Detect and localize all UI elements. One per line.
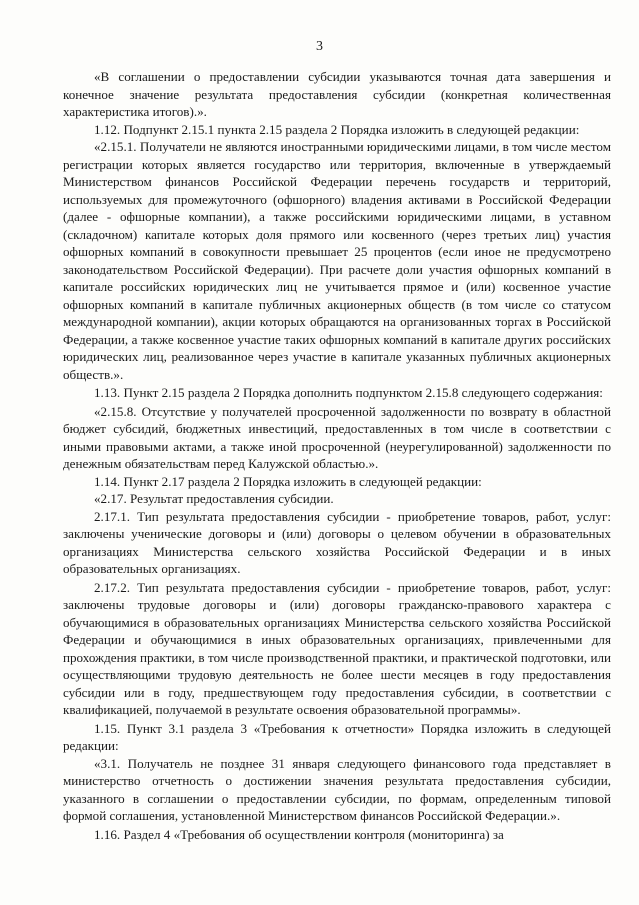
paragraph-3-1: «3.1. Получатель не позднее 31 января следующего финансового года представляет в министерство отчетность о достижении значения результата предоставления субсидии, указанного в соглашении о предоставлении субсидии, по формам, определенным типовой формой соглашения, установленной Министерством финансов Российской Федерации.». xyxy=(63,755,611,823)
paragraph-2-17-2: 2.17.2. Тип результата предоставления субсидии - приобретение товаров, работ, услуг: заключены трудовые договоры и (или) договоры гражданско-правового характера с обучающимися в образовательных организациях Министерства сельского хозяйства Российской Федерации и обучающимися в иных образовательных организациях, привлеченными для прохождения практики, в том числе производственной практики, и практической подготовки, или осуществляющими трудовую деятельность не более шести месяцев в году предоставления субсидии или в году, предшествующем году предоставления субсидии, в соответствии с квалификацией, получаемой в результате освоения образовательной программы». xyxy=(63,579,611,717)
paragraph-quote-agreement: «В соглашении о предоставлении субсидии указываются точная дата завершения и конечное значение результата предоставления субсидии (конкретная количественная характеристика итогов).». xyxy=(63,69,611,119)
paragraph-2-15-8: «2.15.8. Отсутствие у получателей просроченной задолженности по возврату в областной бюджет субсидий, бюджетных инвестиций, предоставленных в том числе в соответствии с иными правовыми актами, а также иной просроченной (неурегулированной) задолженности по денежным обязательствам перед Калужской областью.». xyxy=(63,403,611,471)
page-number: 3 xyxy=(316,39,323,54)
paragraph-2-17: «2.17. Результат предоставления субсидии. xyxy=(94,491,334,506)
paragraph-1-12: 1.12. Подпункт 2.15.1 пункта 2.15 раздела 2 Порядка изложить в следующей редакции: xyxy=(94,121,580,137)
paragraph-2-15-1: «2.15.1. Получатели не являются иностранными юридическими лицами, в том числе местом регистрации которых является государство или территория, включенные в утверждаемый Министерством финансов Российской Федерации перечень государств и территорий, используемых для промежуточного (офшорного) владения активами в Российской Федерации (далее - офшорные компании), а также российскими юридическими лицами, в уставном (складочном) капитале которых доля прямого или косвенного (через третьих лиц) участия офшорных компаний в совокупности превышает 25 процентов (если иное не предусмотрено законодательством Российской Федерации). При расчете доли участия офшорных компаний в капитале российских юридических лиц не учитывается прямое и (или) косвенное участие офшорных компаний в капитале публичных акционерных обществ (в том числе со статусом международной компании), акции которых обращаются на организованных торгах в Российской Федерации, а также косвенное участие таких офшорных компаний в капитале других российских юридических лиц, реализованное через участие в капитале указанных публичных акционерных обществ.». xyxy=(63,139,611,382)
paragraph-1-16: 1.16. Раздел 4 «Требования об осуществлении контроля (мониторинга) за xyxy=(94,826,504,842)
paragraph-1-13: 1.13. Пункт 2.15 раздела 2 Порядка дополнить подпунктом 2.15.8 следующего содержания: xyxy=(94,385,603,400)
paragraph-1-15: 1.15. Пункт 3.1 раздела 3 «Требования к отчетности» Порядка изложить в следующей редакции: xyxy=(63,720,611,753)
paragraph-2-17-1: 2.17.1. Тип результата предоставления субсидии - приобретение товаров, работ, услуг: заключены ученические договоры и (или) договоры о целевом обучении в образовательных организациях Министерства сельского хозяйства Российской Федерации и в иных образовательных организациях. xyxy=(63,508,611,576)
document-body xyxy=(63,68,611,843)
paragraph-1-14: 1.14. Пункт 2.17 раздела 2 Порядка изложить в следующей редакции: xyxy=(94,473,482,489)
